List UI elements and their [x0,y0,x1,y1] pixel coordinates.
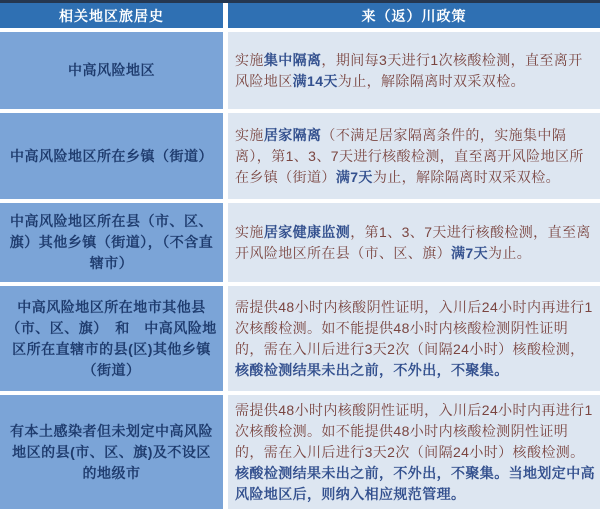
policy-segment: 居家健康监测 [263,223,351,240]
policy-cell [228,32,600,109]
table-row [0,203,600,282]
policy-segment: （不满足居家隔离条件的，实施集中隔离），第1、3、7天进行核酸检测，直至离开风险地区所在乡镇（街道） [235,126,584,185]
area-cell [0,286,223,391]
table-row [0,395,600,509]
policy-text [228,218,600,268]
area-label: 中高风险地区 [68,62,155,78]
policy-table [0,3,600,509]
area-cell [0,203,223,282]
policy-cell [228,113,600,199]
header-area-label: 相关地区旅居史 [59,7,164,24]
policy-cell [228,286,600,391]
policy-segment: 集中隔离 [263,51,322,68]
table-body [0,32,600,509]
table-row [0,113,600,199]
area-cell [0,395,223,509]
table-row [0,286,600,391]
policy-segment: 满14天 [292,72,338,89]
policy-text [228,121,600,192]
header-policy-label: 来（返）川政策 [361,7,467,24]
policy-cell [228,203,600,282]
table-header-row [0,3,600,28]
policy-segment: 实施 [235,126,264,143]
policy-segment: ，第1、3、7天进行核酸检测，直至离开风险地区所在县（市、区、旗） [235,223,591,261]
policy-text [228,396,600,509]
table-row [0,32,600,109]
policy-cell [228,395,600,509]
policy-segment: 需提供48小时内核酸阴性证明，入川后24小时内再进行1次核酸检测。如不能提供48小时内核酸检测阴性证明的，需在入川后进行3天2次（间隔24小时）核酸检测。 [235,401,593,460]
policy-segment: 满7天 [335,168,373,185]
policy-segment: 为止。 [488,244,532,261]
header-area-cell [0,3,223,28]
area-cell [0,32,223,109]
area-label: 中高风险地区所在地市其他县（市、区、旗） 和 中高风险地区所在直辖市的县(区)其他乡镇（街道） [6,298,217,378]
policy-segment: 核酸检测结果未出之前，不外出，不聚集。 [235,361,509,378]
policy-segment: 居家隔离 [263,126,322,143]
area-label: 中高风险地区所在县（市、区、旗）其他乡镇（街道），（不含直辖市） [9,213,214,271]
policy-segment: 为止，解除隔离时双采双检。 [372,168,561,185]
header-policy-cell [228,3,600,28]
policy-segment: 满7天 [451,244,488,261]
policy-segment: 实施 [235,51,264,68]
policy-segment: 核酸检测结果未出之前，不外出，不聚集。当地划定中高风险地区后，则纳入相应规范管理。 [235,464,595,502]
policy-text [228,46,600,96]
policy-segment: 需提供48小时内核酸阴性证明，入川后24小时内再进行1次核酸检测。如不能提供48小时内核酸检测阴性证明的，需在入川后进行3天2次（间隔24小时）核酸检测， [235,298,593,357]
policy-segment: 为止，解除隔离时双采双检。 [337,72,525,89]
policy-segment: ，期间每3天进行1次核酸检测，直至离开风险地区 [235,51,583,89]
policy-text [228,293,600,385]
area-label: 有本土感染者但未划定中高风险地区的县(市、区、旗)及不设区的地级市 [10,422,213,481]
policy-segment: 实施 [235,223,264,240]
area-cell [0,113,223,199]
area-label: 中高风险地区所在乡镇（街道） [10,147,213,164]
